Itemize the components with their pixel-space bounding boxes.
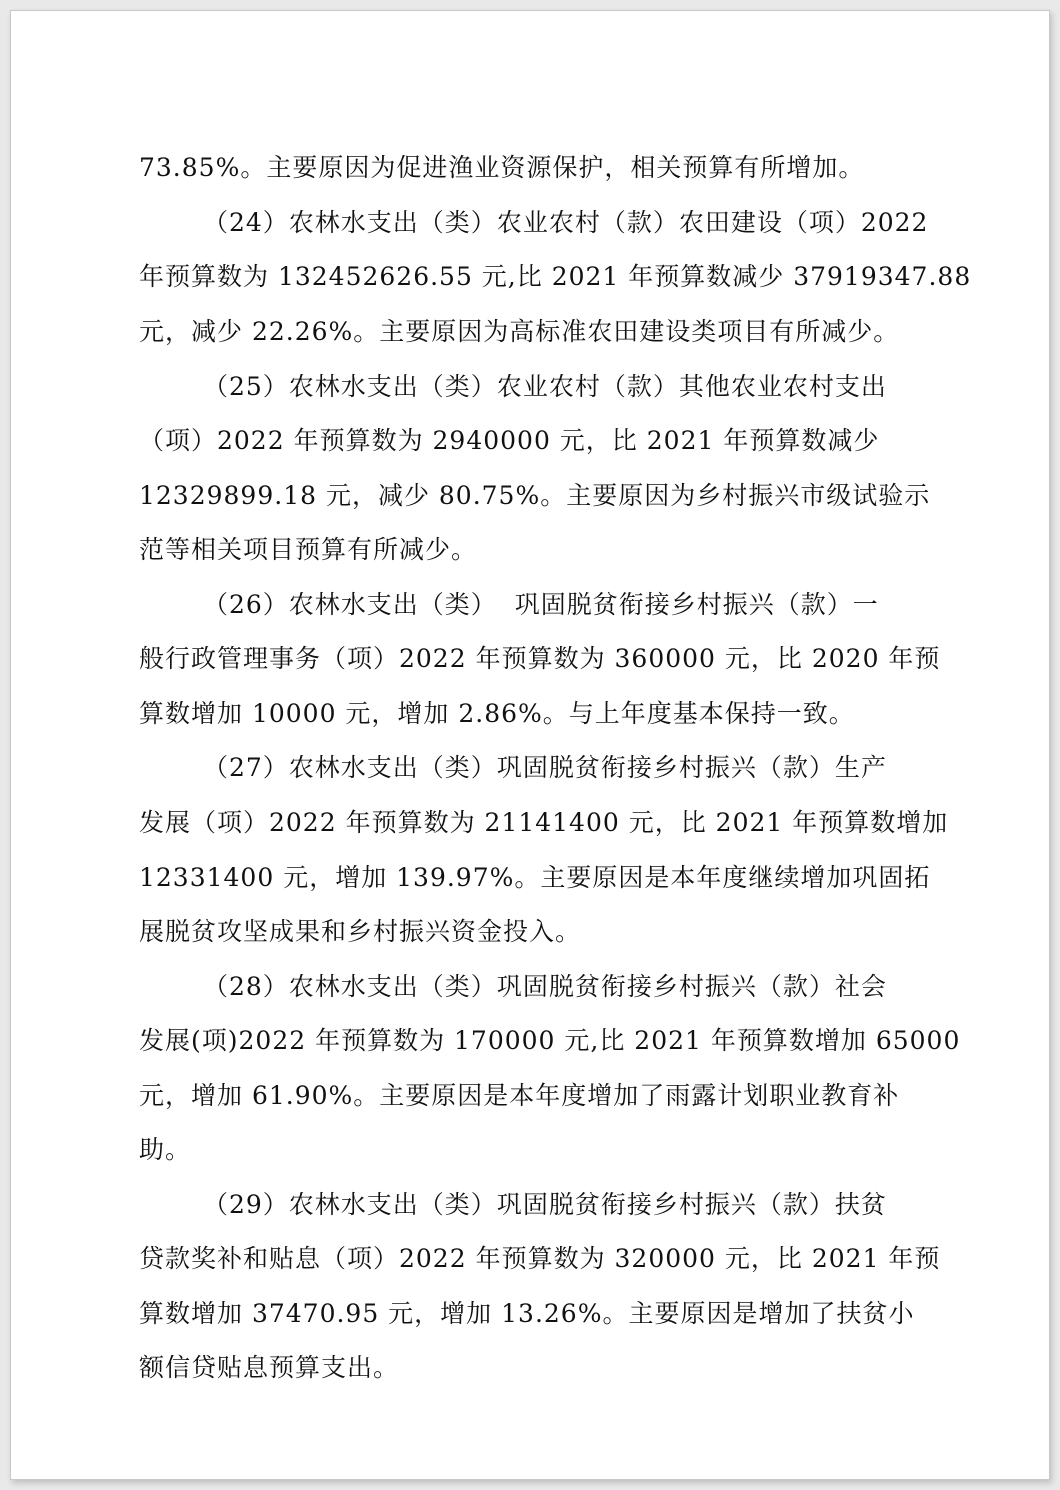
text-line: 年预算数为 132452626.55 元,比 2021 年预算数减少 37919347.88	[139, 262, 972, 291]
text-line: 12331400 元，增加 139.97%。主要原因是本年度继续增加巩固拓	[139, 863, 931, 892]
text-line: （27）农林水支出（类）巩固脱贫衔接乡村振兴（款）生产	[203, 753, 887, 782]
text-line: 元，减少 22.26%。主要原因为高标准农田建设类项目有所减少。	[139, 317, 900, 346]
text-line: 助。	[139, 1135, 192, 1164]
text-line: 发展（项）2022 年预算数为 21141400 元，比 2021 年预算数增加	[139, 808, 949, 837]
text-line: 展脱贫攻坚成果和乡村振兴资金投入。	[139, 917, 582, 946]
text-line: 73.85%。主要原因为促进渔业资源保护，相关预算有所增加。	[139, 153, 865, 182]
text-line: 元，增加 61.90%。主要原因是本年度增加了雨露计划职业教育补	[139, 1081, 900, 1110]
text-line: 般行政管理事务（项）2022 年预算数为 360000 元，比 2020 年预	[139, 644, 941, 673]
text-line: 算数增加 10000 元，增加 2.86%。与上年度基本保持一致。	[139, 699, 855, 728]
text-line: （25）农林水支出（类）农业农村（款）其他农业农村支出	[203, 372, 887, 401]
text-line: 12329899.18 元，减少 80.75%。主要原因为乡村振兴市级试验示	[139, 481, 931, 510]
text-line: 发展(项)2022 年预算数为 170000 元,比 2021 年预算数增加 65000	[139, 1026, 961, 1055]
text-line: （24）农林水支出（类）农业农村（款）农田建设（项）2022	[203, 208, 929, 237]
text-line: 贷款奖补和贴息（项）2022 年预算数为 320000 元，比 2021 年预	[139, 1244, 941, 1273]
text-line: 范等相关项目预算有所减少。	[139, 535, 478, 564]
text-line: （29）农林水支出（类）巩固脱贫衔接乡村振兴（款）扶贫	[203, 1190, 887, 1219]
text-line: （项）2022 年预算数为 2940000 元，比 2021 年预算数减少	[139, 426, 880, 455]
document-page	[10, 10, 1050, 1480]
text-line: （28）农林水支出（类）巩固脱贫衔接乡村振兴（款）社会	[203, 972, 887, 1001]
text-line: 额信贷贴息预算支出。	[139, 1353, 400, 1382]
text-line: （26）农林水支出（类） 巩固脱贫衔接乡村振兴（款）一	[203, 590, 879, 619]
text-line: 算数增加 37470.95 元，增加 13.26%。主要原因是增加了扶贫小	[139, 1299, 915, 1328]
